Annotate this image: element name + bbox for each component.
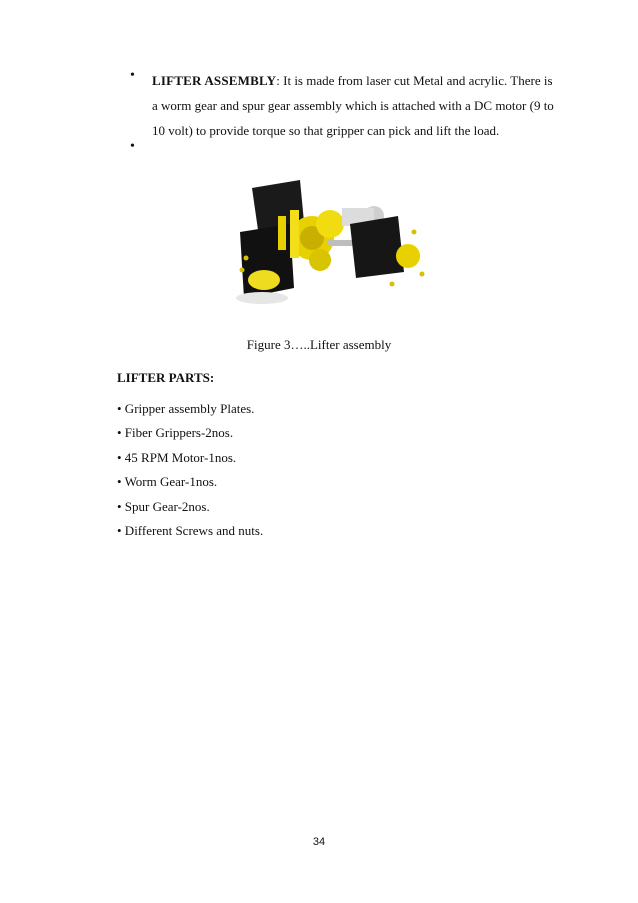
lifter-assembly-line2: a worm gear and spur gear assembly which is attached with a DC motor (9 to xyxy=(152,98,554,113)
lifter-assembly-figure xyxy=(232,180,432,320)
lifter-parts-list xyxy=(117,400,263,546)
list-item: • Fiber Grippers-2nos. xyxy=(117,425,234,441)
empty-bullet: • xyxy=(130,139,135,154)
lifter-parts-title: LIFTER PARTS: xyxy=(117,370,215,385)
list-item: • Gripper assembly Plates. xyxy=(117,401,255,416)
list-item: • Spur Gear-2nos. xyxy=(117,498,210,514)
list-item: • Worm Gear-1nos. xyxy=(117,474,218,490)
lifter-assembly-paragraph xyxy=(152,68,570,143)
lifter-assembly-line3: 10 volt) to provide torque so that gripper can pick and lift the load. xyxy=(152,123,500,138)
page-number: 34 xyxy=(312,836,326,848)
lifter-assembly-bullet xyxy=(130,68,570,143)
figure-caption: Figure 3…..Lifter assembly xyxy=(246,337,392,352)
lifter-assembly-image xyxy=(232,180,432,320)
list-item: • Different Screws and nuts. xyxy=(117,522,264,538)
lifter-assembly-text: : It is made from laser cut Metal and acrylic. There is xyxy=(276,73,553,88)
bullet-dot: • xyxy=(130,68,135,83)
lifter-assembly-heading: LIFTER ASSEMBLY xyxy=(152,73,277,88)
list-item: • 45 RPM Motor-1nos. xyxy=(117,449,237,465)
